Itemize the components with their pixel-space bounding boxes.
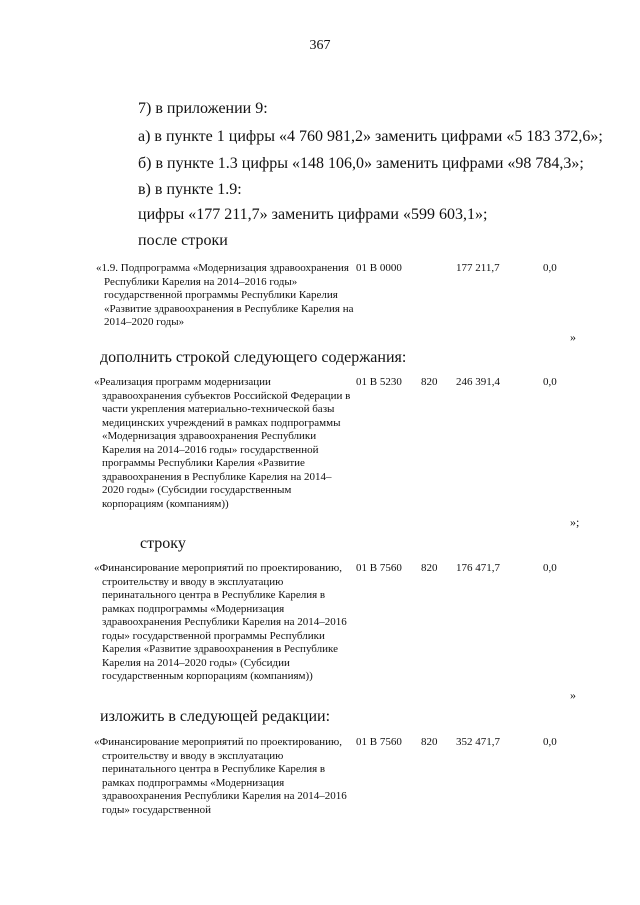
paragraph-item-b: б) в пункте 1.3 цифры «148 106,0» заменить цифрами «98 784,3»; bbox=[138, 155, 584, 172]
table-row-kvr: 820 bbox=[421, 562, 438, 574]
table-row-value: 0,0 bbox=[543, 376, 557, 388]
table-row-code: 01 В 7560 bbox=[356, 736, 402, 748]
table-row-amount: 246 391,4 bbox=[456, 376, 500, 388]
table-row-value: 0,0 bbox=[543, 262, 557, 274]
table-row-description: «Реализация программ модернизации здравоохранения субъектов Российской Федерации в части укрепления материально-технической базы медицинских учреждений в рамках подпрограммы «Модернизация здравоохранения Республики Карелия на 2014–2016 годы» государственной программы Республики Карелия «Развитие здравоохранения в Республике Карелия на 2014–2020 годы» (Субсидии государственным корпорациям (компаниям)) bbox=[94, 376, 351, 510]
paragraph-item-v: в) в пункте 1.9: bbox=[138, 181, 242, 198]
paragraph-item-7: 7) в приложении 9: bbox=[138, 100, 268, 117]
paragraph-add-row: дополнить строкой следующего содержания: bbox=[100, 349, 407, 366]
paragraph-digits: цифры «177 211,7» заменить цифрами «599 603,1»; bbox=[138, 206, 488, 223]
paragraph-new-edition: изложить в следующей редакции: bbox=[100, 708, 331, 725]
table-row-amount: 176 471,7 bbox=[456, 562, 500, 574]
table-row-kvr: 820 bbox=[421, 736, 438, 748]
paragraph-after-row: после строки bbox=[138, 232, 228, 249]
table-row-description: «Финансирование мероприятий по проектированию, строительству и вводу в эксплуатацию перинатального центра в Республике Карелия в рамках подпрограммы «Модернизация здравоохранения Республики Карелия на 2014–2016 годы» государственной bbox=[94, 736, 347, 816]
closing-quote: » bbox=[570, 330, 576, 344]
table-row-value: 0,0 bbox=[543, 562, 557, 574]
table-row-amount: 352 471,7 bbox=[456, 736, 500, 748]
table-row-description: «1.9. Подпрограмма «Модернизация здравоохранения Республики Карелия на 2014–2016 годы» государственной программы Республики Карелия «Развитие здравоохранения в Республике Карелия на 2014–2020 годы» bbox=[96, 262, 354, 328]
table-row-description: «Финансирование мероприятий по проектированию, строительству и вводу в эксплуатацию перинатального центра в Республике Карелия в рамках подпрограммы «Модернизация здравоохранения Республики Карелия на 2014–2016 годы» государственной программы Республики Карелия «Развитие здравоохранения в Республике Карелия на 2014–2020 годы» (Субсидии государственным корпорациям (компаниям)) bbox=[94, 562, 347, 682]
closing-quote: »; bbox=[570, 515, 580, 529]
table-row-code: 01 В 5230 bbox=[356, 376, 402, 388]
table-row-value: 0,0 bbox=[543, 736, 557, 748]
table-row-kvr: 820 bbox=[421, 376, 438, 388]
paragraph-row-word: строку bbox=[140, 535, 186, 552]
page-number: 367 bbox=[309, 38, 331, 53]
table-row-code: 01 В 7560 bbox=[356, 562, 402, 574]
paragraph-item-a: а) в пункте 1 цифры «4 760 981,2» заменить цифрами «5 183 372,6»; bbox=[138, 128, 603, 145]
table-row-code: 01 В 0000 bbox=[356, 262, 402, 274]
table-row-amount: 177 211,7 bbox=[456, 262, 500, 274]
closing-quote: » bbox=[570, 688, 576, 702]
